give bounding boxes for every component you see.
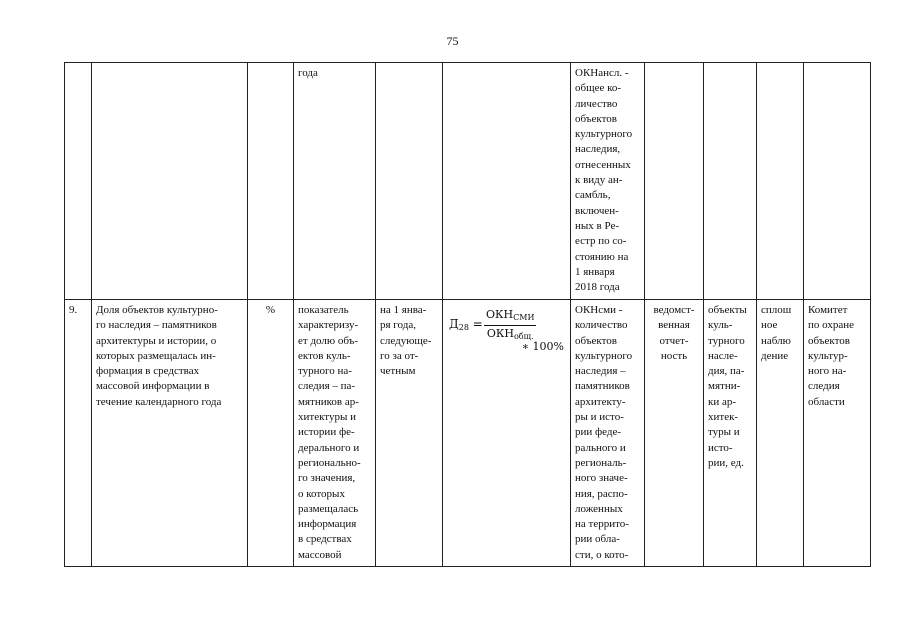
indicator-table <box>64 62 871 567</box>
formula-lhs: $Д_{28}$ = <box>449 317 483 332</box>
cell-unit: % <box>248 300 294 567</box>
cell-variables: ОКНансл. - общее ко- личество объектов культурного наследия, отнесенных к виду ан- самбль, включен- ных в Ре- естр по со- стоянию на 1 января 2018 года <box>571 63 645 300</box>
cell-name: Доля объектов культурно- го наследия – памятников архитектуры и истории, о которых размещалась ин- формация в средствах массовой информации в течение календарного года <box>92 300 248 567</box>
cell-number <box>65 63 92 300</box>
cell-timing: на 1 янва- ря года, следующе- го за от- четным <box>376 300 443 567</box>
cell-source <box>645 63 704 300</box>
cell-formula <box>443 63 571 300</box>
table-row-continued <box>65 63 871 300</box>
cell-responsible: Комитет по охране объектов культур- ного на- следия области <box>804 300 871 567</box>
cell-method <box>757 63 804 300</box>
formula-denominator: $ОКН_{общ.}$ <box>486 327 534 342</box>
table-row-9 <box>65 300 871 567</box>
cell-variables: ОКНсми - количество объектов культурного наследия – памятников архитекту- ры и исто- рии феде- рального и региональ- ного значе- ния, распо- ложенных на террито- рии обла- сти, о кото- <box>571 300 645 567</box>
cell-observation-unit <box>704 63 757 300</box>
cell-number: 9. <box>65 300 92 567</box>
cell-source: ведомст- венная отчет- ность <box>645 300 704 567</box>
cell-unit <box>248 63 294 300</box>
cell-formula <box>443 300 571 567</box>
cell-definition: года <box>294 63 376 300</box>
cell-method: сплош ное наблю дение <box>757 300 804 567</box>
cell-responsible <box>804 63 871 300</box>
formula-numerator: $ОКН_{СМИ}$ <box>484 307 536 326</box>
formula-multiplier: ∗ 100% <box>521 340 564 353</box>
formula <box>447 303 566 363</box>
cell-timing <box>376 63 443 300</box>
cell-name <box>92 63 248 300</box>
page-number: 75 <box>446 34 459 48</box>
cell-observation-unit: объекты куль- турного насле- дия, па- мятни- ки ар- хитек- туры и исто- рии, ед. <box>704 300 757 567</box>
cell-definition: показатель характеризу- ет долю объ- ектов куль- турного на- следия – па- мятников ар- хитектуры и истории фе- дерального и регионально- го значения, о которых размещалась информация в средствах массовой <box>294 300 376 567</box>
